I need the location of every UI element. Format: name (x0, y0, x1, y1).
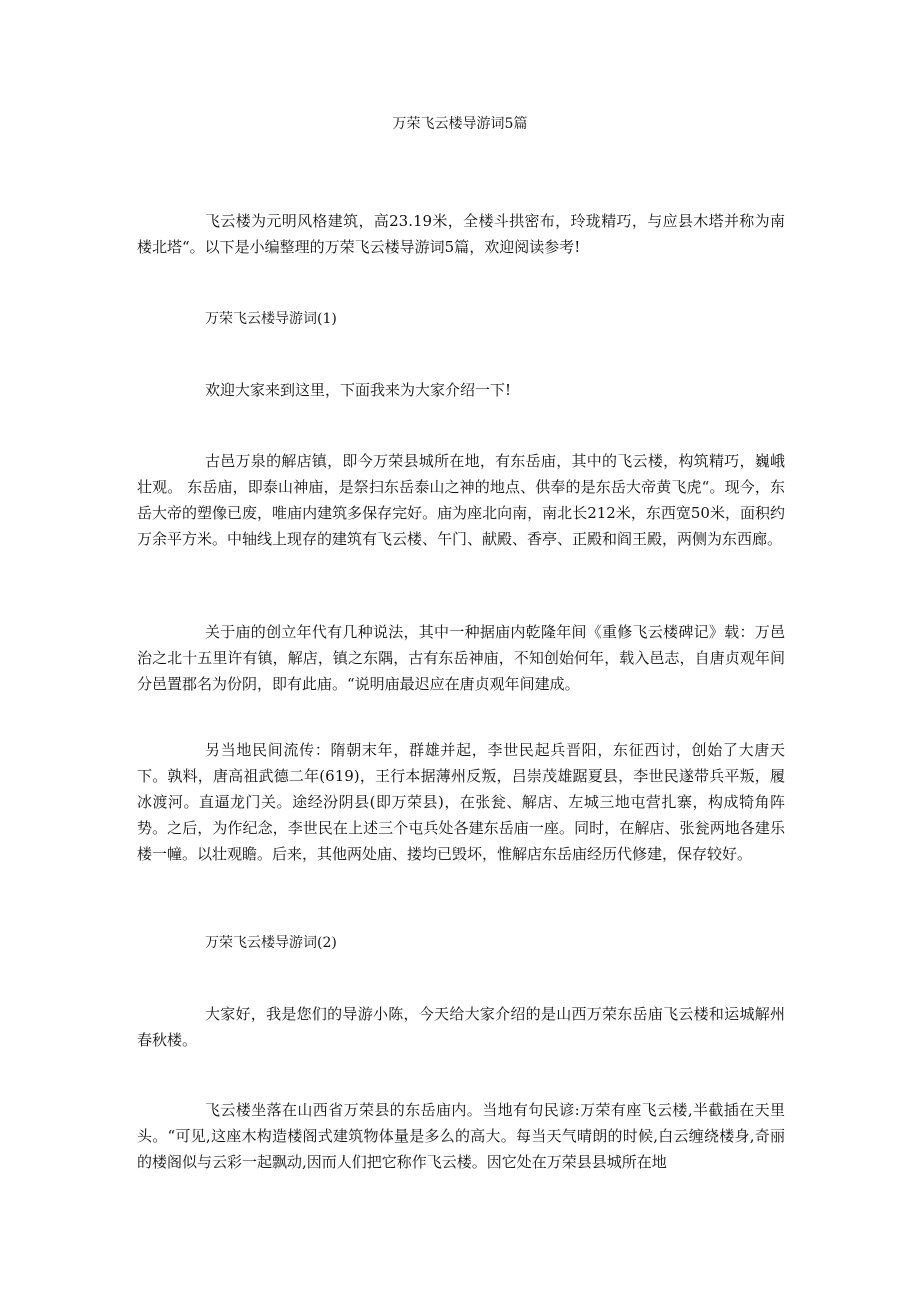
section-2-paragraph-2: 飞云楼坐落在山西省万荣县的东岳庙内。当地有句民谚:万荣有座飞云楼,半截插在天里头。“可见,这座木构造楼阁式建筑物体量是多么的高大。每当天气晴朗的时候,白云缠绕楼身,奇丽的楼阁似与云彩一起飘动,因而人们把它称作飞云楼。因它处在万荣县县城所在地 (137, 1101, 785, 1171)
section-1-paragraph-4: 另当地民间流传：隋朝末年，群雄并起，李世民起兵晋阳，东征西讨，创始了大唐天下。孰料，唐高祖武德二年(619)，王行本据薄州反叛，吕崇茂雄踞夏县，李世民遂带兵平叛，履冰渡河。直逼龙门关。途经汾阴县(即万荣县)，在张瓮、解店、左城三地屯营扎寨，构成犄角阵势。之后，为作纪念，李世民在上述三个屯兵处各建东岳庙一座。同时，在解店、张瓮两地各建乐楼一幢。以壮观瞻。后来，其他两处庙、搂均已毁坏，惟解店东岳庙经历代修建，保存较好。 (137, 741, 785, 863)
section-2-heading: 万荣飞云楼导游词(2) (205, 935, 337, 951)
document-title: 万荣飞云楼导游词5篇 (392, 116, 528, 132)
section-1-paragraph-1: 欢迎大家来到这里，下面我来为大家介绍一下! (205, 381, 512, 399)
section-1-heading: 万荣飞云楼导游词(1) (205, 311, 337, 327)
section-1-paragraph-2: 古邑万泉的解店镇，即今万荣县城所在地，有东岳庙，其中的飞云楼，构筑精巧，巍峨壮观。 东岳庙，即泰山神庙，是祭扫东岳泰山之神的地点、供奉的是东岳大帝黄飞虎“。现今，东岳大帝的塑像已废，唯庙内建筑多保存完好。庙为座北向南，南北长212米，东西宽50米，面积约万余平方米。中轴线上现存的建筑有飞云楼、午门、献殿、香亭、正殿和阎王殿，两侧为东西廊。 (137, 452, 785, 548)
section-1-paragraph-3: 关于庙的创立年代有几种说法，其中一种据庙内乾隆年间《重修飞云楼碑记》载：万邑治之北十五里许有镇，解店，镇之东隅，古有东岳神庙，不知创始何年，载入邑志，自唐贞观年间分邑置郡名为份阴，即有此庙。“说明庙最迟应在唐贞观年间建成。 (137, 623, 785, 693)
intro-paragraph: 飞云楼为元明风格建筑，高23.19米，全楼斗拱密布，玲珑精巧，与应县木塔并称为南楼北塔“。以下是小编整理的万荣飞云楼导游词5篇，欢迎阅读参考! (137, 212, 785, 256)
section-2-paragraph-1: 大家好，我是您们的导游小陈，今天给大家介绍的是山西万荣东岳庙飞云楼和运城解州春秋楼。 (137, 1005, 785, 1049)
